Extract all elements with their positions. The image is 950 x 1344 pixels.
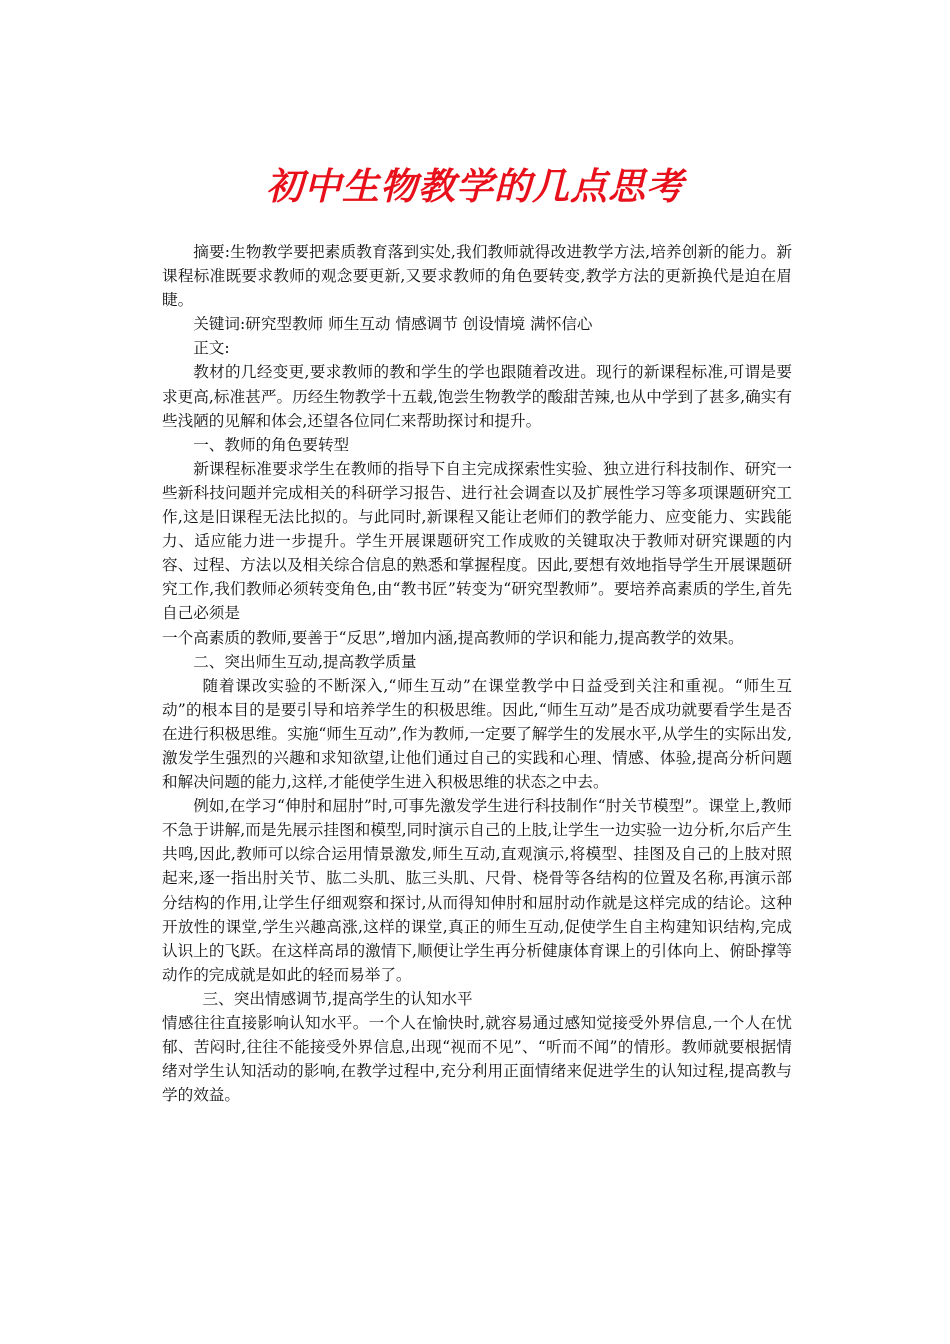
section-2-example-paragraph: 例如,在学习“伸肘和屈肘”时,可事先激发学生进行科技制作“肘关节模型”。课堂上,教师不急于讲解,而是先展示挂图和模型,同时演示自己的上肢,让学生一边实验一边分析,尔后产生共鸣,因此,教师可以综合运用情景激发,师生互动,直观演示,将模型、挂图及自己的上肢对照起来,逐一指出肘关节、肱二头肌、肱三头肌、尺骨、桡骨等各结构的位置及名称,再演示部分结构的作用,让学生仔细观察和探讨,从而得知伸肘和屈肘动作就是这样完成的结论。这种开放性的课堂,学生兴趣高涨,这样的课堂,真正的师生互动,促使学生自主构建知识结构,完成认识上的飞跃。在这样高昂的激情下,顺便让学生再分析健康体育课上的引体向上、俯卧撑等动作的完成就是如此的轻而易举了。: [162, 797, 792, 984]
main-text-label: 正文:: [193, 339, 230, 358]
abstract-paragraph: 摘要:生物教学要把素质教育落到实处,我们教师就得改进教学方法,培养创新的能力。新课程标准既要求教师的观念要更新,又要求教师的角色要转变,教学方法的更新换代是迫在眉睫。: [162, 243, 792, 310]
keywords-paragraph: 关键词:研究型教师 师生互动 情感调节 创设情境 满怀信心: [193, 315, 593, 334]
section-heading-2: 二、突出师生互动,提高教学质量: [193, 652, 417, 671]
section-heading-1: 一、教师的角色要转型: [193, 435, 350, 454]
section-2-paragraph: 随着课改实验的不断深入,“师生互动”在课堂教学中日益受到关注和重视。“师生互动”的根本目的是要引导和培养学生的积极思维。因此,“师生互动”是否成功就要看学生是否在进行积极思维。实施“师生互动”,作为教师,一定要了解学生的发展水平,从学生的实际出发,激发学生强烈的兴趣和求知欲望,让他们通过自己的实践和心理、情感、体验,提高分析问题和解决问题的能力,这样,才能使学生进入积极思维的状态之中去。: [162, 676, 792, 792]
document-title: 初中生物教学的几点思考: [266, 164, 684, 208]
document-body: [162, 240, 792, 1107]
intro-paragraph: 教材的几经变更,要求教师的教和学生的学也跟随着改进。现行的新课程标准,可谓是要求更高,标准甚严。历经生物教学十五载,饱尝生物教学的酸甜苦辣,也从中学到了甚多,确实有些浅陋的见解和体会,还望各位同仁来帮助探讨和提升。: [162, 363, 792, 430]
section-3-paragraph: 情感往往直接影响认知水平。一个人在愉快时,就容易通过感知觉接受外界信息,一个人在忧郁、苦闷时,往往不能接受外界信息,出现“视而不见”、“听而不闻”的情形。教师就要根据情绪对学生认知活动的影响,在教学过程中,充分利用正面情绪来促进学生的认知过程,提高教与学的效益。: [162, 1014, 792, 1105]
section-1-paragraph: 新课程标准要求学生在教师的指导下自主完成探索性实验、独立进行科技制作、研究一些新科技问题并完成相关的科研学习报告、进行社会调查以及扩展性学习等多项课题研究工作,这是旧课程无法比拟的。与此同时,新课程又能让老师们的教学能力、应变能力、实践能力、适应能力进一步提升。学生开展课题研究工作成败的关键取决于教师对研究课题的内容、过程、方法以及相关综合信息的熟悉和掌握程度。因此,要想有效地指导学生开展课题研究工作,我们教师必须转变角色,由“教书匠”转变为“研究型教师”。要培养高素质的学生,首先自己必须是: [162, 459, 792, 623]
section-1-continuation: 一个高素质的教师,要善于“反思”,增加内涵,提高教师的学识和能力,提高教学的效果。: [162, 628, 744, 647]
section-heading-3: 三、突出情感调节,提高学生的认知水平: [202, 989, 473, 1008]
